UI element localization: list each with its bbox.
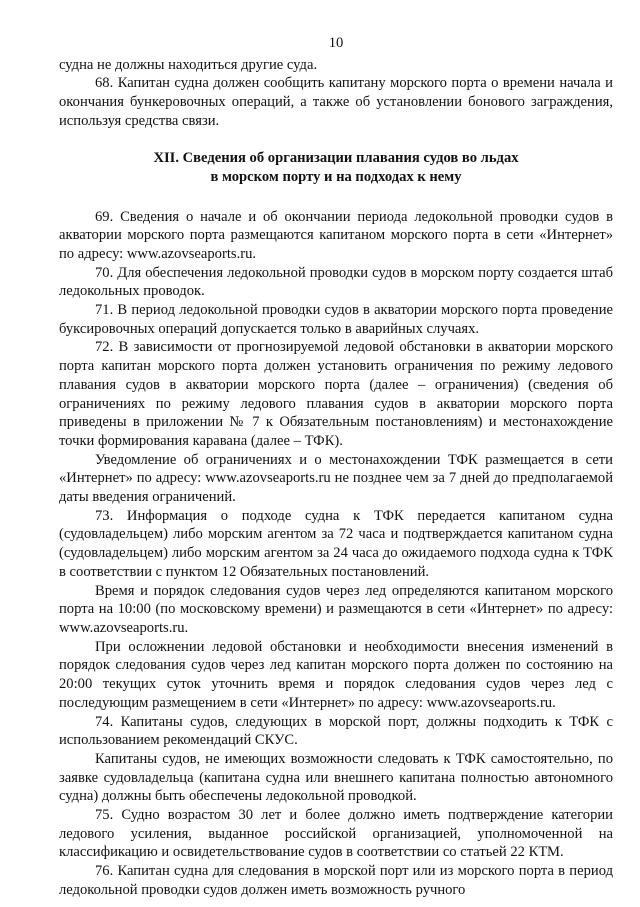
paragraph-continuation: судна не должны находиться другие суда. xyxy=(59,56,318,73)
paragraph-74-escort: Капитаны судов, не имеющих возможности следовать к ТФК самостоятельно, по заявке судовладельца (капитана судна или внешнего капитана полностью автономного судна) должны быть обеспечены ледокольной проводкой. xyxy=(59,750,613,805)
paragraph-73: 73. Информация о подходе судна к ТФК передается капитаном судна (судовладельцем) либо морским агентом за 72 часа и подтверждается капитаном судна (судовладельцем) либо морским агентом за 24 часа до ожидаемого подхода судна к ТФК в соответствии с пунктом 12 Обязательных постановлений. xyxy=(59,507,613,580)
page-number: 10 xyxy=(328,35,344,51)
paragraph-71: 71. В период ледокольной проводки судов в акватории морского порта проведение буксировочных операций допускается только в аварийных случаях. xyxy=(59,302,613,337)
paragraph-72: 72. В зависимости от прогнозируемой ледовой обстановки в акватории морского порта капитан морского порта должен установить ограничения по режиму ледового плавания судов в акватории морского порта (далее – ограничения) (сведения об ограничениях по режиму ледового плавания судов в акватории морского порта приведены в приложении № 7 к Обязательным постановлениям) и местонахождение точки формирования каравана (далее – ТФК). xyxy=(59,339,613,449)
paragraph-69: 69. Сведения о начале и об окончании периода ледокольной проводки судов в акватории морского порта размещаются капитаном морского порта в сети «Интернет» по адресу: www.azovseaports.ru. xyxy=(59,208,613,262)
section-heading xyxy=(59,149,613,187)
section-heading-line-1: XII. Сведения об организации плавания судов во льдах xyxy=(153,149,519,166)
section-heading-line-2: в морском порту и на подходах к нему xyxy=(210,168,462,185)
paragraph-76: 76. Капитан судна для следования в морской порт или из морского порта в период ледокольной проводки судов должен иметь возможность ручного xyxy=(59,863,613,898)
document-page xyxy=(59,34,613,900)
paragraph-68: 68. Капитан судна должен сообщить капитану морского порта о времени начала и окончания бункеровочных операций, а также об установлении бонового заграждения, используя средства связи. xyxy=(59,75,613,129)
paragraph-73-changes: При осложнении ледовой обстановки и необходимости внесения изменений в порядок следования судов через лед капитан морского порта должен по состоянию на 20:00 текущих суток уточнить время и порядок следования судов через лед с последующим размещением в сети «Интернет» по адресу: www.azovseaports.ru. xyxy=(59,638,613,711)
paragraph-74: 74. Капитаны судов, следующих в морской порт, должны подходить к ТФК с использованием рекомендаций СКУС. xyxy=(59,713,613,749)
paragraph-70: 70. Для обеспечения ледокольной проводки судов в морском порту создается штаб ледокольных проводок. xyxy=(59,264,613,300)
paragraph-73-time: Время и порядок следования судов через лед определяются капитаном морского порта на 10:00 (по московскому времени) и размещаются в сети «Интернет» по адресу: www.azovseaports.ru. xyxy=(59,582,613,636)
paragraph-75: 75. Судно возрастом 30 лет и более должно иметь подтверждение категории ледового усиления, выданное российской организацией, уполномоченной на классификацию и освидетельствование судов в соответствии со статьей 22 КТМ. xyxy=(59,807,613,861)
paragraph-72-notice: Уведомление об ограничениях и о местонахождении ТФК размещается в сети «Интернет» по адресу: www.azovseaports.ru не позднее чем за 7 дней до предполагаемой даты введения ограничений. xyxy=(59,451,613,506)
